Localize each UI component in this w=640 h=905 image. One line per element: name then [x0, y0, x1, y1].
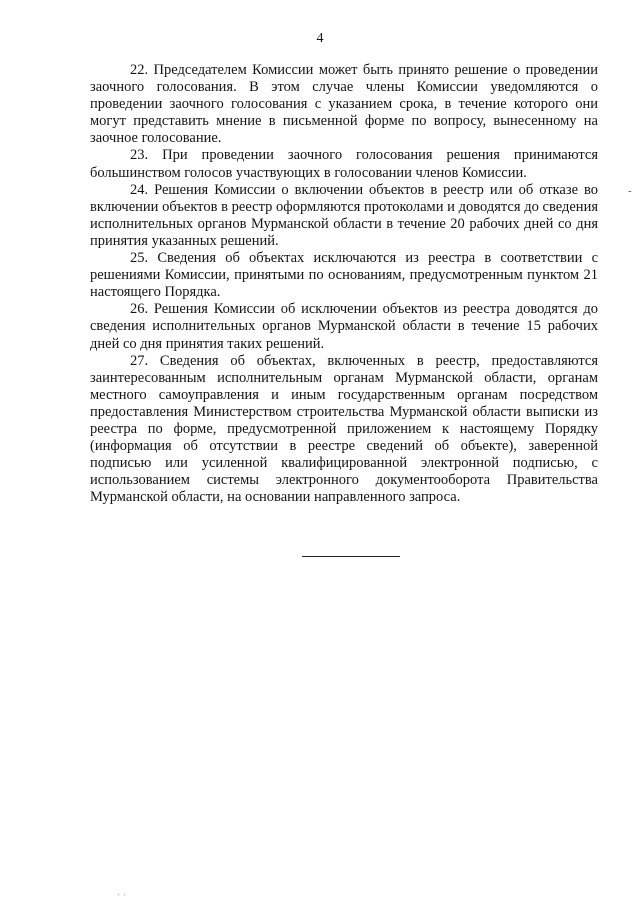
paragraph-26: 26. Решения Комиссии об исключении объектов из реестра доводятся до сведения исполнительных органов Мурманской области в течение 15 рабочих дней со дня принятия таких решений. [90, 301, 598, 352]
bottom-scan-mark: ' ' [118, 892, 127, 902]
paragraph-24: 24. Решения Комиссии о включении объектов в реестр или об отказе во включении объектов в реестр оформляются протоколами и доводятся до сведения исполнительных органов Мурманской области в течение 20 рабочих дней со дня принятия указанных решений. [90, 181, 598, 249]
end-of-text-rule [302, 556, 400, 557]
paragraph-23: 23. При проведении заочного голосования решения принимаются большинством голосов участвующих в голосовании членов Комиссии. [90, 147, 598, 181]
right-edge-mark: - [628, 185, 632, 197]
paragraph-25: 25. Сведения об объектах исключаются из реестра в соответствии с решениями Комиссии, принятыми по основаниям, предусмотренным пунктом 21 настоящего Порядка. [90, 250, 598, 301]
document-body [90, 62, 598, 506]
page-number: 4 [316, 31, 324, 46]
paragraph-22: 22. Председателем Комиссии может быть принято решение о проведении заочного голосования. В этом случае члены Комиссии уведомляются о проведении заочного голосования с указанием срока, в течение которого они могут представить мнение в письменной форме по вопросу, вынесенному на заочное голосование. [90, 62, 598, 147]
paragraph-27: 27. Сведения об объектах, включенных в реестр, предоставляются заинтересованным исполнительным органам Мурманской области, органам местного самоуправления и иным государственным органам посредством предоставления Министерством строительства Мурманской области выписки из реестра по форме, предусмотренной приложением к настоящему Порядку (информация об отсутствии в реестре сведений об объекте), заверенной подписью или усиленной квалифицированной электронной подписью, с использованием системы электронного документооборота Правительства Мурманской области, на основании направленного запроса. [90, 352, 598, 506]
